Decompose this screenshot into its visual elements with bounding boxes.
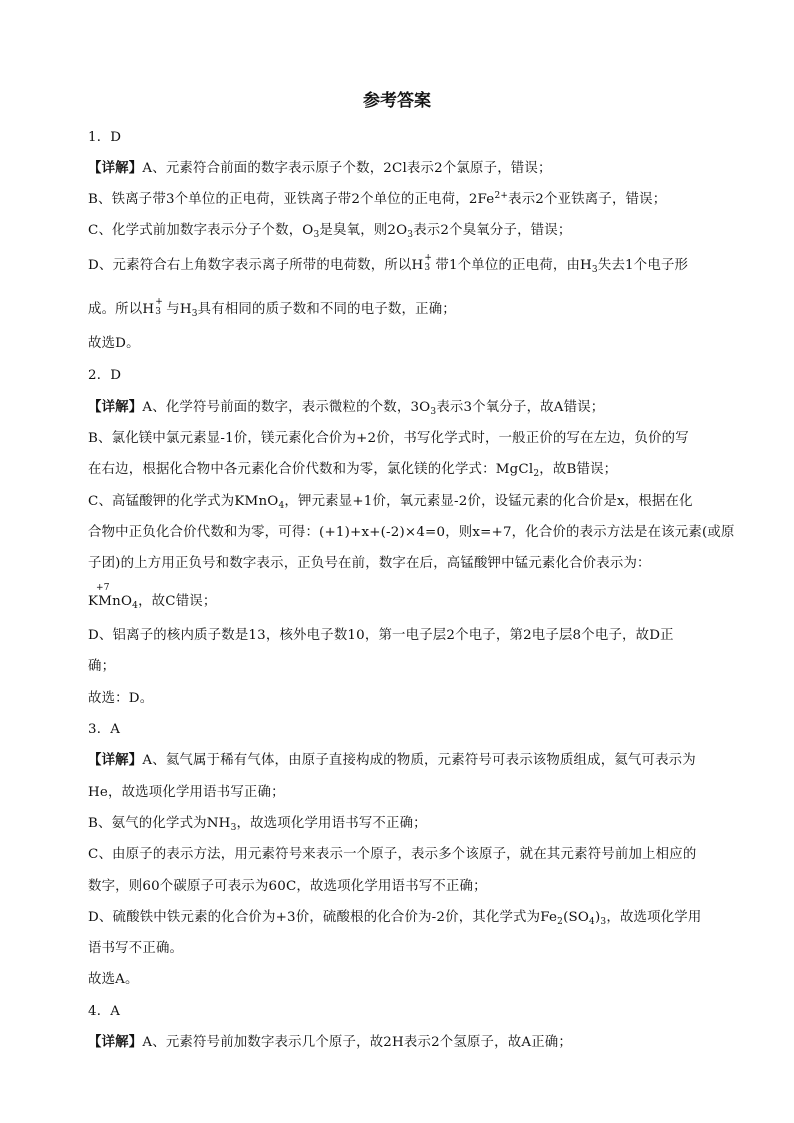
explanation-line: D、铝离子的核内质子数是13，核外电子数10，第一电子层2个电子，第2电子层8个电子，故D正	[88, 628, 674, 643]
explanation-line: 语书写不正确。	[88, 941, 184, 956]
explanation-line: C、高锰酸钾的化学式为KMnO$_4$，钾元素显+1价，氧元素显-2价，设锰元素的化合价是x，根据在化	[88, 494, 693, 511]
detail-tag: 【详解】	[88, 160, 143, 176]
explanation-line: B、氨气的化学式为$NH_3$，故选项化学用语书写不正确；	[88, 816, 427, 833]
detail-tag: 【详解】	[88, 1034, 143, 1050]
explanation-line: C、由原子的表示方法，用元素符号来表示一个原子，表示多个该原子，就在其元素符号前加上相应的	[88, 847, 697, 862]
ion-notation: + 3	[424, 253, 433, 273]
conclusion-line: 故选：D。	[88, 691, 154, 706]
explanation-line: 【详解】A、元素符合前面的数字表示原子个数，2Cl表示2个氯原子，错误；	[88, 160, 552, 176]
explanation-line: 成。所以H + 3 与$H_3$具有相同的质子数和不同的电子数，正确；	[88, 297, 456, 319]
explanation-line: 【详解】A、元素符号前加数字表示几个原子，故2H表示2个氢原子，故A正确；	[88, 1034, 572, 1050]
detail-tag: 【详解】	[88, 399, 143, 415]
explanation-line: C、化学式前加数字表示分子个数，$O_3$是臭氧，则$2O_3$表示2个臭氧分子，错误；	[88, 223, 572, 240]
explanation-line: 在右边，根据化合物中各元素化合价代数和为零，氯化镁的化学式：MgCl$_2$，故B错误；	[88, 462, 618, 479]
ion-notation: + 3	[155, 297, 163, 317]
explanation-line: B、氯化镁中氯元素显-1价，镁元素化合价为+2价，书写化学式时，一般正价的写在左边，负价的写	[88, 431, 689, 446]
answer-number-1: 1．D	[88, 130, 122, 145]
explanation-line: +7 KMnO$_4$，故C错误；	[88, 583, 217, 611]
explanation-line: 确；	[88, 659, 116, 674]
answer-number-2: 2．D	[88, 368, 122, 383]
explanation-line: 子团)的上方用正负号和数字表示，正负号在前，数字在后，高锰酸钾中锰元素化合价表示为：	[88, 556, 651, 571]
answer-number-4: 4．A	[88, 1004, 121, 1019]
explanation-line: D、硫酸铁中铁元素的化合价为+3价，硫酸根的化合价为-2价，其化学式为$Fe_2(SO_4)_3$，故选项化学用	[88, 910, 702, 927]
explanation-line: B、铁离子带3个单位的正电荷，亚铁离子带2个单位的正电荷，$2Fe^{2+}$表示2个亚铁离子，错误；	[88, 191, 667, 207]
explanation-line: He，故选项化学用语书写正确；	[88, 785, 285, 800]
explanation-line: 数字，则60个碳原子可表示为60C，故选项化学用语书写不正确；	[88, 879, 487, 894]
detail-tag: 【详解】	[88, 752, 143, 768]
valence-formula: +7 KMnO$_4$	[88, 583, 139, 611]
explanation-line: 【详解】A、化学符号前面的数字，表示微粒的个数，$3O_3$表示3个氧分子，故A错误；	[88, 399, 605, 417]
page-title: 参考答案	[363, 91, 431, 111]
explanation-line: 【详解】A、氦气属于稀有气体，由原子直接构成的物质，元素符号可表示该物质组成，氦气可表示为	[88, 752, 696, 768]
explanation-line: 合物中正负化合价代数和为零，可得：(+1)+x+(-2)×4=0，则x=+7，化合价的表示方法是在该元素(或原	[88, 525, 735, 540]
conclusion-line: 故选D。	[88, 336, 140, 351]
explanation-line: D、元素符合右上角数字表示离子所带的电荷数，所以H + 3 带1个单位的正电荷，由$H_3$失去1个电子形	[88, 253, 689, 275]
answer-number-3: 3．A	[88, 722, 121, 737]
conclusion-line: 故选A。	[88, 972, 139, 987]
